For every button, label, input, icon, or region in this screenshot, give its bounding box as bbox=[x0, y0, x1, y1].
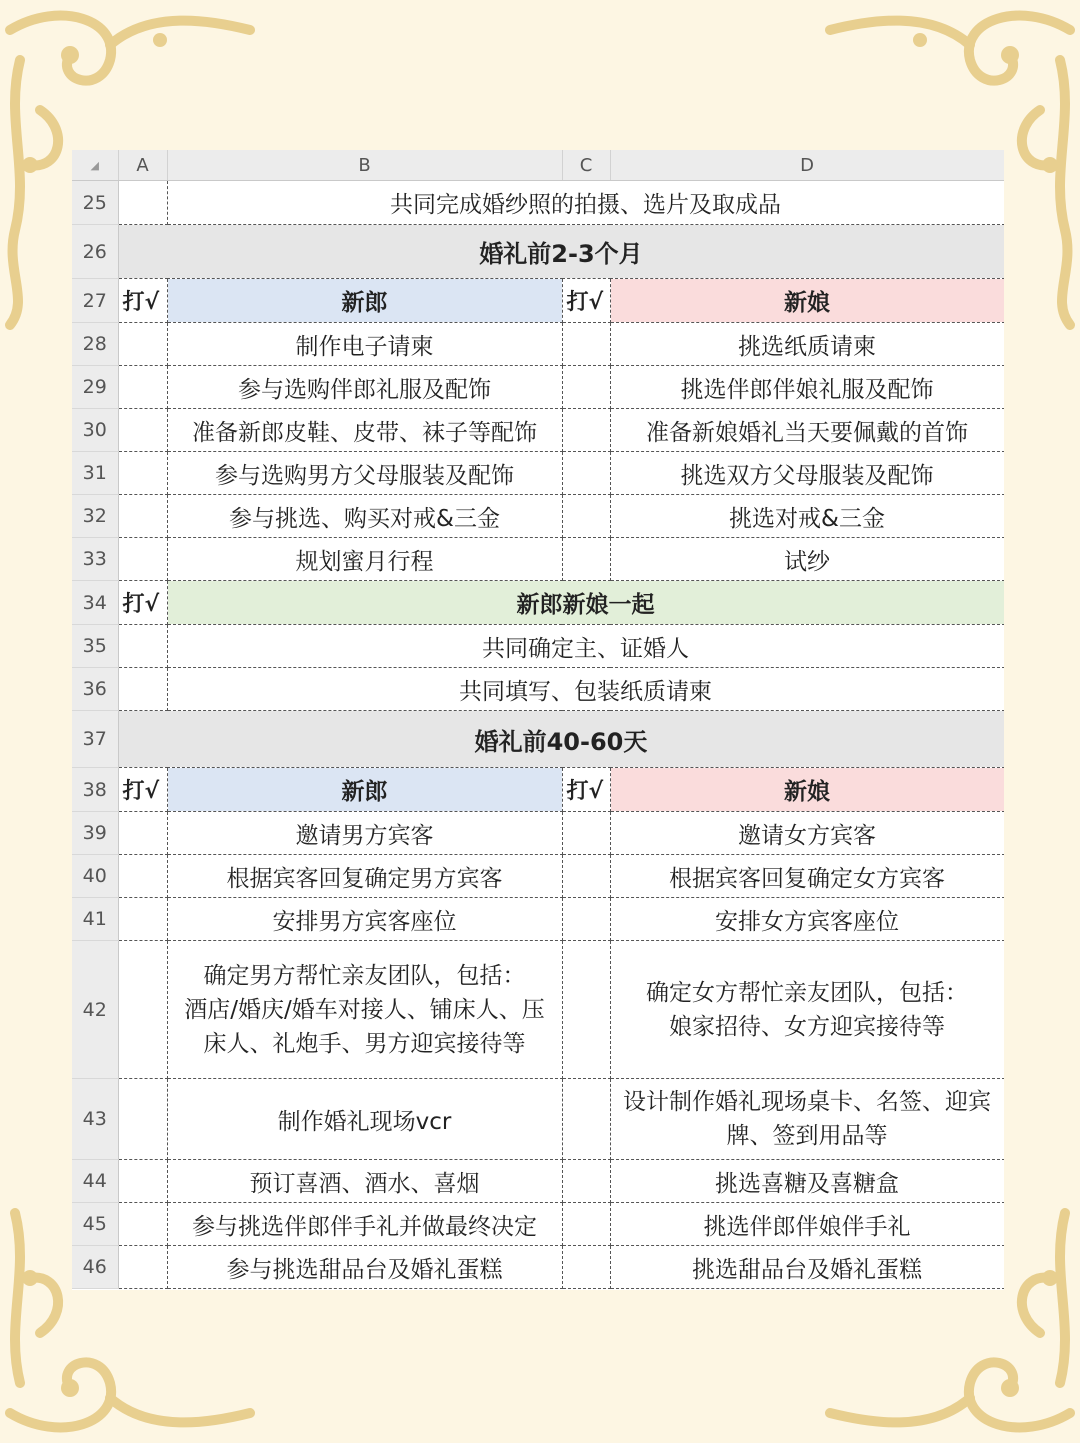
table-row bbox=[72, 409, 1004, 452]
groom-task-line: 确定男方帮忙亲友团队，包括： bbox=[203, 962, 526, 989]
bride-task[interactable]: 挑选伴郎伴娘伴手礼 bbox=[610, 1203, 1004, 1246]
check-cell[interactable] bbox=[118, 812, 167, 855]
together-header[interactable]: 新郎新娘一起 bbox=[167, 581, 1004, 625]
check-header[interactable]: 打√ bbox=[118, 768, 167, 812]
check-cell[interactable] bbox=[118, 625, 167, 668]
bride-task[interactable]: 挑选喜糖及喜糖盒 bbox=[610, 1160, 1004, 1203]
table-row bbox=[72, 538, 1004, 581]
section-title[interactable]: 婚礼前40-60天 bbox=[118, 711, 1004, 768]
check-header[interactable]: 打√ bbox=[562, 768, 610, 812]
groom-task[interactable]: 参与选购男方父母服装及配饰 bbox=[167, 452, 562, 495]
row-header[interactable]: 29 bbox=[72, 366, 118, 409]
row-header[interactable]: 33 bbox=[72, 538, 118, 581]
spreadsheet bbox=[72, 150, 1004, 1290]
groom-task[interactable]: 参与挑选甜品台及婚礼蛋糕 bbox=[167, 1246, 562, 1289]
row-header[interactable]: 27 bbox=[72, 279, 118, 323]
check-cell[interactable] bbox=[562, 366, 610, 409]
table-row bbox=[72, 279, 1004, 323]
table-row bbox=[72, 711, 1004, 768]
check-cell[interactable] bbox=[118, 323, 167, 366]
check-cell[interactable] bbox=[562, 898, 610, 941]
check-cell[interactable] bbox=[562, 941, 610, 1079]
check-cell[interactable] bbox=[562, 1079, 610, 1160]
row-header[interactable]: 46 bbox=[72, 1246, 118, 1289]
table-row bbox=[72, 1246, 1004, 1289]
row-header[interactable]: 35 bbox=[72, 625, 118, 668]
table-row bbox=[72, 225, 1004, 279]
table-row bbox=[72, 668, 1004, 711]
table-row bbox=[72, 768, 1004, 812]
bride-task[interactable]: 挑选纸质请柬 bbox=[610, 323, 1004, 366]
row-header[interactable]: 43 bbox=[72, 1079, 118, 1160]
check-cell[interactable] bbox=[562, 1246, 610, 1289]
column-header-d[interactable]: D bbox=[610, 150, 1004, 181]
bride-task[interactable]: 挑选双方父母服装及配饰 bbox=[610, 452, 1004, 495]
table-row bbox=[72, 898, 1004, 941]
row-header[interactable]: 36 bbox=[72, 668, 118, 711]
bride-task[interactable]: 挑选对戒&三金 bbox=[610, 495, 1004, 538]
groom-task[interactable]: 参与选购伴郎礼服及配饰 bbox=[167, 366, 562, 409]
check-cell[interactable] bbox=[562, 323, 610, 366]
column-header-b[interactable]: B bbox=[167, 150, 562, 181]
task-cell-shared[interactable]: 共同完成婚纱照的拍摄、选片及取成品 bbox=[167, 181, 1004, 225]
bride-task[interactable] bbox=[610, 1079, 1004, 1160]
check-cell[interactable] bbox=[118, 1203, 167, 1246]
task-cell-shared[interactable]: 共同填写、包装纸质请柬 bbox=[167, 668, 1004, 711]
check-cell[interactable] bbox=[562, 1160, 610, 1203]
bride-task[interactable]: 试纱 bbox=[610, 538, 1004, 581]
bride-task[interactable]: 根据宾客回复确定女方宾客 bbox=[610, 855, 1004, 898]
table-row bbox=[72, 495, 1004, 538]
groom-header[interactable]: 新郎 bbox=[167, 768, 562, 812]
row-header[interactable]: 45 bbox=[72, 1203, 118, 1246]
row-header[interactable]: 28 bbox=[72, 323, 118, 366]
row-header[interactable]: 31 bbox=[72, 452, 118, 495]
check-header[interactable]: 打√ bbox=[562, 279, 610, 323]
check-cell[interactable] bbox=[118, 1246, 167, 1289]
section-title[interactable]: 婚礼前2-3个月 bbox=[118, 225, 1004, 279]
check-cell[interactable] bbox=[118, 538, 167, 581]
check-cell[interactable] bbox=[118, 898, 167, 941]
bride-task[interactable]: 安排女方宾客座位 bbox=[610, 898, 1004, 941]
row-header[interactable]: 39 bbox=[72, 812, 118, 855]
row-header[interactable]: 38 bbox=[72, 768, 118, 812]
table-row bbox=[72, 941, 1004, 1079]
table-row bbox=[72, 323, 1004, 366]
table-row bbox=[72, 1203, 1004, 1246]
row-header[interactable]: 37 bbox=[72, 711, 118, 768]
task-cell-shared[interactable]: 共同确定主、证婚人 bbox=[167, 625, 1004, 668]
column-header-a[interactable]: A bbox=[118, 150, 167, 181]
row-header[interactable]: 41 bbox=[72, 898, 118, 941]
bride-task[interactable]: 邀请女方宾客 bbox=[610, 812, 1004, 855]
check-cell[interactable] bbox=[118, 941, 167, 1079]
table-row bbox=[72, 366, 1004, 409]
check-cell[interactable] bbox=[562, 1203, 610, 1246]
groom-task[interactable]: 根据宾客回复确定男方宾客 bbox=[167, 855, 562, 898]
groom-task[interactable]: 规划蜜月行程 bbox=[167, 538, 562, 581]
bride-header[interactable]: 新娘 bbox=[610, 768, 1004, 812]
bride-task-line: 确定女方帮忙亲友团队，包括： bbox=[646, 979, 968, 1006]
bride-task-line: 牌、签到用品等 bbox=[726, 1123, 888, 1149]
groom-task[interactable]: 安排男方宾客座位 bbox=[167, 898, 562, 941]
bride-task[interactable]: 准备新娘婚礼当天要佩戴的首饰 bbox=[610, 409, 1004, 452]
checklist-table bbox=[72, 150, 1004, 1289]
groom-task[interactable]: 预订喜酒、酒水、喜烟 bbox=[167, 1160, 562, 1203]
check-header[interactable]: 打√ bbox=[118, 581, 167, 625]
table-row bbox=[72, 1079, 1004, 1160]
check-cell[interactable] bbox=[562, 538, 610, 581]
check-cell[interactable] bbox=[562, 452, 610, 495]
check-cell[interactable] bbox=[562, 409, 610, 452]
table-row bbox=[72, 625, 1004, 668]
table-row bbox=[72, 812, 1004, 855]
table-row bbox=[72, 181, 1004, 225]
row-header[interactable]: 25 bbox=[72, 181, 118, 225]
groom-task[interactable]: 参与挑选、购买对戒&三金 bbox=[167, 495, 562, 538]
table-row bbox=[72, 1160, 1004, 1203]
table-row bbox=[72, 855, 1004, 898]
groom-task[interactable]: 准备新郎皮鞋、皮带、袜子等配饰 bbox=[167, 409, 562, 452]
check-cell[interactable] bbox=[118, 1079, 167, 1160]
row-header[interactable]: 40 bbox=[72, 855, 118, 898]
table-row bbox=[72, 581, 1004, 625]
bride-task-line: 娘家招待、女方迎宾接待等 bbox=[669, 1013, 945, 1040]
table-row bbox=[72, 452, 1004, 495]
check-cell[interactable] bbox=[118, 366, 167, 409]
column-header-row bbox=[72, 150, 1004, 181]
bride-task[interactable]: 挑选伴郎伴娘礼服及配饰 bbox=[610, 366, 1004, 409]
row-header[interactable]: 32 bbox=[72, 495, 118, 538]
groom-task[interactable]: 制作电子请柬 bbox=[167, 323, 562, 366]
groom-task-line: 酒店/婚庆/婚车对接人、铺床人、压 bbox=[184, 996, 545, 1023]
check-cell[interactable] bbox=[118, 495, 167, 538]
check-cell[interactable] bbox=[118, 668, 167, 711]
groom-task[interactable] bbox=[167, 941, 562, 1079]
groom-task-line: 床人、礼炮手、男方迎宾接待等 bbox=[203, 1030, 526, 1057]
check-cell[interactable] bbox=[118, 855, 167, 898]
check-cell[interactable] bbox=[118, 1160, 167, 1203]
check-cell[interactable] bbox=[118, 452, 167, 495]
groom-task[interactable]: 邀请男方宾客 bbox=[167, 812, 562, 855]
row-header[interactable]: 26 bbox=[72, 225, 118, 279]
check-cell[interactable] bbox=[562, 812, 610, 855]
check-header[interactable]: 打√ bbox=[118, 279, 167, 323]
row-header[interactable]: 42 bbox=[72, 941, 118, 1079]
select-all-triangle-icon[interactable]: ◢ bbox=[72, 150, 118, 181]
row-header[interactable]: 30 bbox=[72, 409, 118, 452]
bride-task[interactable]: 挑选甜品台及婚礼蛋糕 bbox=[610, 1246, 1004, 1289]
groom-task[interactable]: 制作婚礼现场vcr bbox=[167, 1079, 562, 1160]
groom-header[interactable]: 新郎 bbox=[167, 279, 562, 323]
check-cell[interactable] bbox=[118, 181, 167, 225]
check-cell[interactable] bbox=[118, 409, 167, 452]
row-header[interactable]: 44 bbox=[72, 1160, 118, 1203]
bride-header[interactable]: 新娘 bbox=[610, 279, 1004, 323]
column-header-c[interactable]: C bbox=[562, 150, 610, 181]
check-cell[interactable] bbox=[562, 855, 610, 898]
bride-task[interactable] bbox=[610, 941, 1004, 1079]
check-cell[interactable] bbox=[562, 495, 610, 538]
bride-task-line: 设计制作婚礼现场桌卡、名签、迎宾 bbox=[623, 1089, 991, 1115]
row-header[interactable]: 34 bbox=[72, 581, 118, 625]
groom-task[interactable]: 参与挑选伴郎伴手礼并做最终决定 bbox=[167, 1203, 562, 1246]
